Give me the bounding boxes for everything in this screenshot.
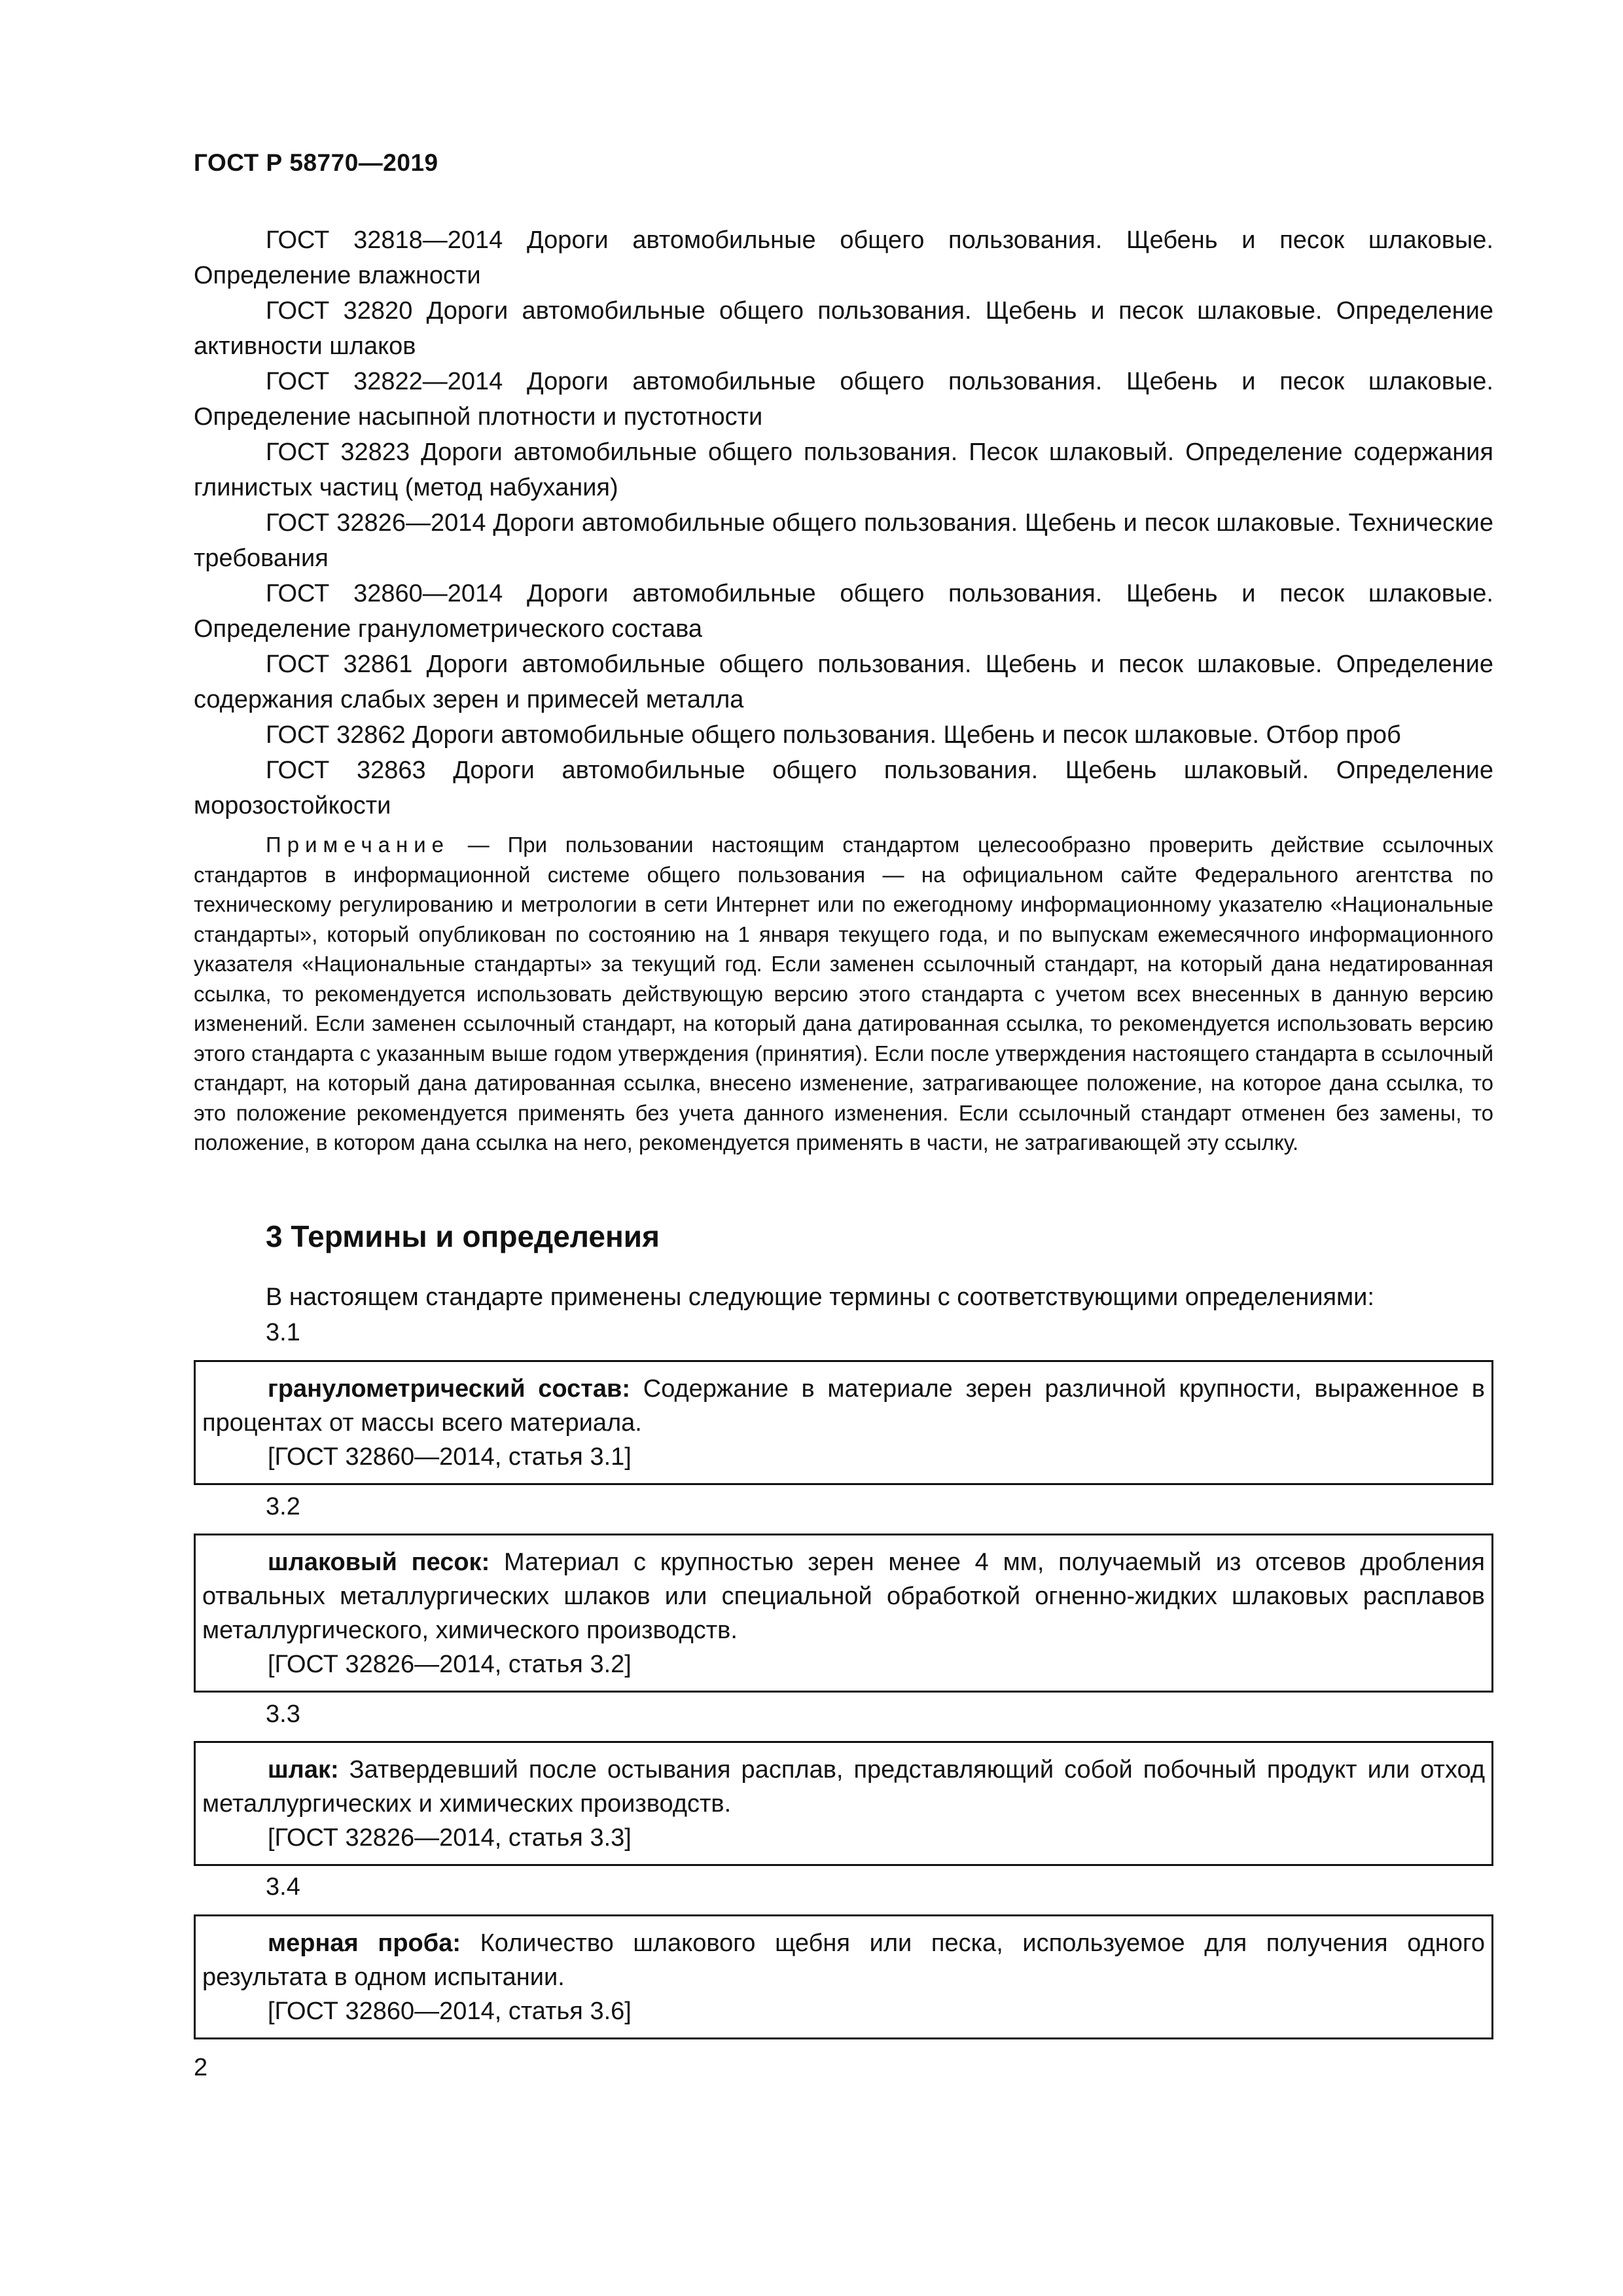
term-text [202, 1372, 1485, 1440]
section-title: 3 Термины и определения [266, 1219, 660, 1253]
note-text: — При пользовании настоящим стандартом целесообразно проверить действие ссылочных стандартов в информационной системе общего пользования — на официальном сайте Федерального агентства по техническому регулированию и метрологии в сети Интернет или по ежегодному информационному указателю «Национальные стандарты», который опубликован по состоянию на 1 января текущего года, и по выпускам ежемесячного информационного указателя «Национальные стандарты» за текущий год. Если заменен ссылочный стандарт, на который дана недатированная ссылка, то рекомендуется использовать действующую версию этого стандарта с учетом всех внесенных в данную версию изменений. Если заменен ссылочный стандарт, на который дана датированная ссылка, то рекомендуется использовать версию этого стандарта с указанным выше годом утверждения (принятия). Если после утверждения настоящего стандарта в ссылочный стандарт, на который дана датированная ссылка, внесено изменение, затрагивающее положение, на которое дана ссылка, то это положение рекомендуется применять без учета данного изменения. Если ссылочный стандарт отменен без замены, то положение, в котором дана ссылка на него, рекомендуется применять в части, не затрагивающей эту ссылку. [194, 833, 1493, 1155]
term-definition: Материал с крупностью зерен менее 4 мм, получаемый из отсевов дробления отвальных металлургических шлаков или специальной обработкой огненно-жидких шлаковых расплавов металлургического, химического производств. [202, 1549, 1485, 1644]
term-name: шлак: [268, 1756, 339, 1784]
term-number: 3.1 [266, 1319, 300, 1346]
reference-item: ГОСТ 32861 Дороги автомобильные общего пользования. Щебень и песок шлаковые. Определение содержания слабых зерен и примесей металла [194, 651, 1493, 713]
section-intro: В настоящем стандарте применены следующие термины с соответствующими определениями: [266, 1283, 1374, 1311]
reference-item: ГОСТ 32818—2014 Дороги автомобильные общего пользования. Щебень и песок шлаковые. Определение влажности [194, 226, 1493, 289]
term-name: шлаковый песок: [268, 1549, 490, 1576]
term-definition: Количество шлакового щебня или песка, используемое для получения одного результата в одном испытании. [202, 1929, 1485, 1991]
reference-item: ГОСТ 32863 Дороги автомобильные общего пользования. Щебень шлаковый. Определение морозостойкости [194, 757, 1493, 819]
term-source: [ГОСТ 32826—2014, статья 3.2] [268, 1651, 632, 1678]
term-definition-box [194, 1741, 1493, 1866]
term-text [202, 1545, 1485, 1647]
term-source: [ГОСТ 32860—2014, статья 3.1] [268, 1443, 632, 1471]
term-definition: Содержание в материале зерен различной крупности, выраженное в процентах от массы всего материала. [202, 1375, 1485, 1437]
term-definition-box [194, 1914, 1493, 2039]
term-name: гранулометрический состав: [268, 1375, 631, 1403]
term-text [202, 1926, 1485, 1994]
term-text [202, 1753, 1485, 1821]
note-label: Примечание [266, 833, 450, 857]
document-header: ГОСТ Р 58770—2019 [194, 149, 438, 176]
reference-item: ГОСТ 32860—2014 Дороги автомобильные общего пользования. Щебень и песок шлаковые. Определение гранулометрического состава [194, 580, 1493, 643]
term-definition: Затвердевший после остывания расплав, представляющий собой побочный продукт или отход металлургических и химических производств. [202, 1756, 1485, 1818]
term-definition-box [194, 1360, 1493, 1485]
term-definition-box [194, 1534, 1493, 1693]
term-name: мерная проба: [268, 1929, 461, 1957]
term-source: [ГОСТ 32826—2014, статья 3.3] [268, 1824, 632, 1852]
reference-item: ГОСТ 32823 Дороги автомобильные общего пользования. Песок шлаковый. Определение содержания глинистых частиц (метод набухания) [194, 439, 1493, 501]
reference-item: ГОСТ 32862 Дороги автомобильные общего пользования. Щебень и песок шлаковые. Отбор проб [266, 721, 1401, 749]
note-paragraph [194, 830, 1493, 1158]
normative-references-list [194, 223, 1493, 823]
reference-item: ГОСТ 32820 Дороги автомобильные общего пользования. Щебень и песок шлаковые. Определение активности шлаков [194, 297, 1493, 360]
term-number: 3.3 [266, 1700, 300, 1728]
term-number: 3.2 [266, 1493, 300, 1520]
reference-item: ГОСТ 32822—2014 Дороги автомобильные общего пользования. Щебень и песок шлаковые. Определение насыпной плотности и пустотности [194, 368, 1493, 431]
page-number: 2 [194, 2054, 208, 2081]
reference-item: ГОСТ 32826—2014 Дороги автомобильные общего пользования. Щебень и песок шлаковые. Технические требования [194, 509, 1493, 572]
term-source: [ГОСТ 32860—2014, статья 3.6] [268, 1998, 632, 2025]
term-number: 3.4 [266, 1873, 300, 1901]
